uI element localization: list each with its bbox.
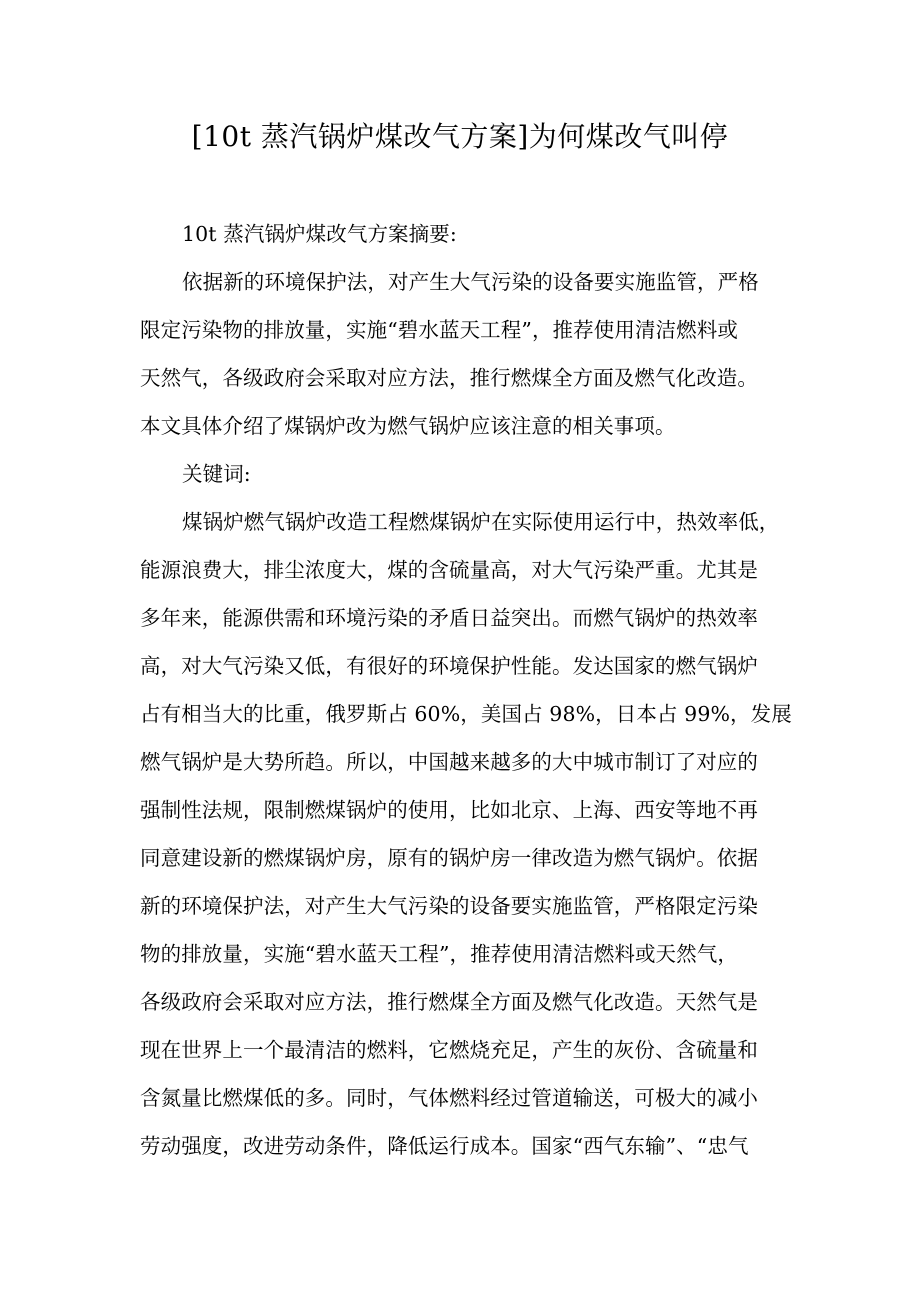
body-line: 物的排放量，实施“碧水蓝天工程”，推荐使用清洁燃料或天然气， — [140, 942, 738, 966]
body-line: 新的环境保护法，对产生大气污染的设备要实施监管，严格限定污染 — [140, 894, 758, 918]
body-line: 本文具体介绍了煤锅炉改为燃气锅炉应该注意的相关事项。 — [140, 414, 676, 438]
body-line: 多年来，能源供需和环境污染的矛盾日益突出。而燃气锅炉的热效率 — [140, 606, 758, 630]
body-line: 能源浪费大，排尘浓度大，煤的含硫量高，对大气污染严重。尤其是 — [140, 558, 758, 582]
body-line: 限定污染物的排放量，实施“碧水蓝天工程”，推荐使用清洁燃料或 — [140, 318, 738, 342]
document-body — [140, 210, 790, 1170]
body-line: 同意建设新的燃煤锅炉房，原有的锅炉房一律改造为燃气锅炉。依据 — [140, 846, 758, 870]
body-line: 高，对大气污染又低，有很好的环境保护性能。发达国家的燃气锅炉 — [140, 654, 758, 678]
body-line: 劳动强度，改进劳动条件，降低运行成本。国家“西气东输”、“忠气 — [140, 1134, 749, 1158]
body-line: 依据新的环境保护法，对产生大气污染的设备要实施监管，严格 — [182, 270, 759, 294]
document-title: [10t 蒸汽锅炉煤改气方案]为何煤改气叫停 — [191, 120, 729, 153]
body-line: 占有相当大的比重，俄罗斯占 60%，美国占 98%，日本占 99%，发展 — [140, 702, 792, 726]
body-line: 强制性法规，限制燃煤锅炉的使用，比如北京、上海、西安等地不再 — [140, 798, 758, 822]
body-line: 燃气锅炉是大势所趋。所以，中国越来越多的大中城市制订了对应的 — [140, 750, 758, 774]
body-line: 现在世界上一个最清洁的燃料，它燃烧充足，产生的灰份、含硫量和 — [140, 1038, 758, 1062]
body-line: 天然气，各级政府会采取对应方法，推行燃煤全方面及燃气化改造。 — [140, 366, 758, 390]
body-line: 各级政府会采取对应方法，推行燃煤全方面及燃气化改造。天然气是 — [140, 990, 758, 1014]
body-line: 煤锅炉燃气锅炉改造工程燃煤锅炉在实际使用运行中，热效率低， — [182, 510, 780, 534]
body-line: 关键词: — [182, 462, 251, 486]
body-line: 10t 蒸汽锅炉煤改气方案摘要: — [182, 222, 457, 246]
body-line: 含氮量比燃煤低的多。同时，气体燃料经过管道输送，可极大的减小 — [140, 1086, 758, 1110]
